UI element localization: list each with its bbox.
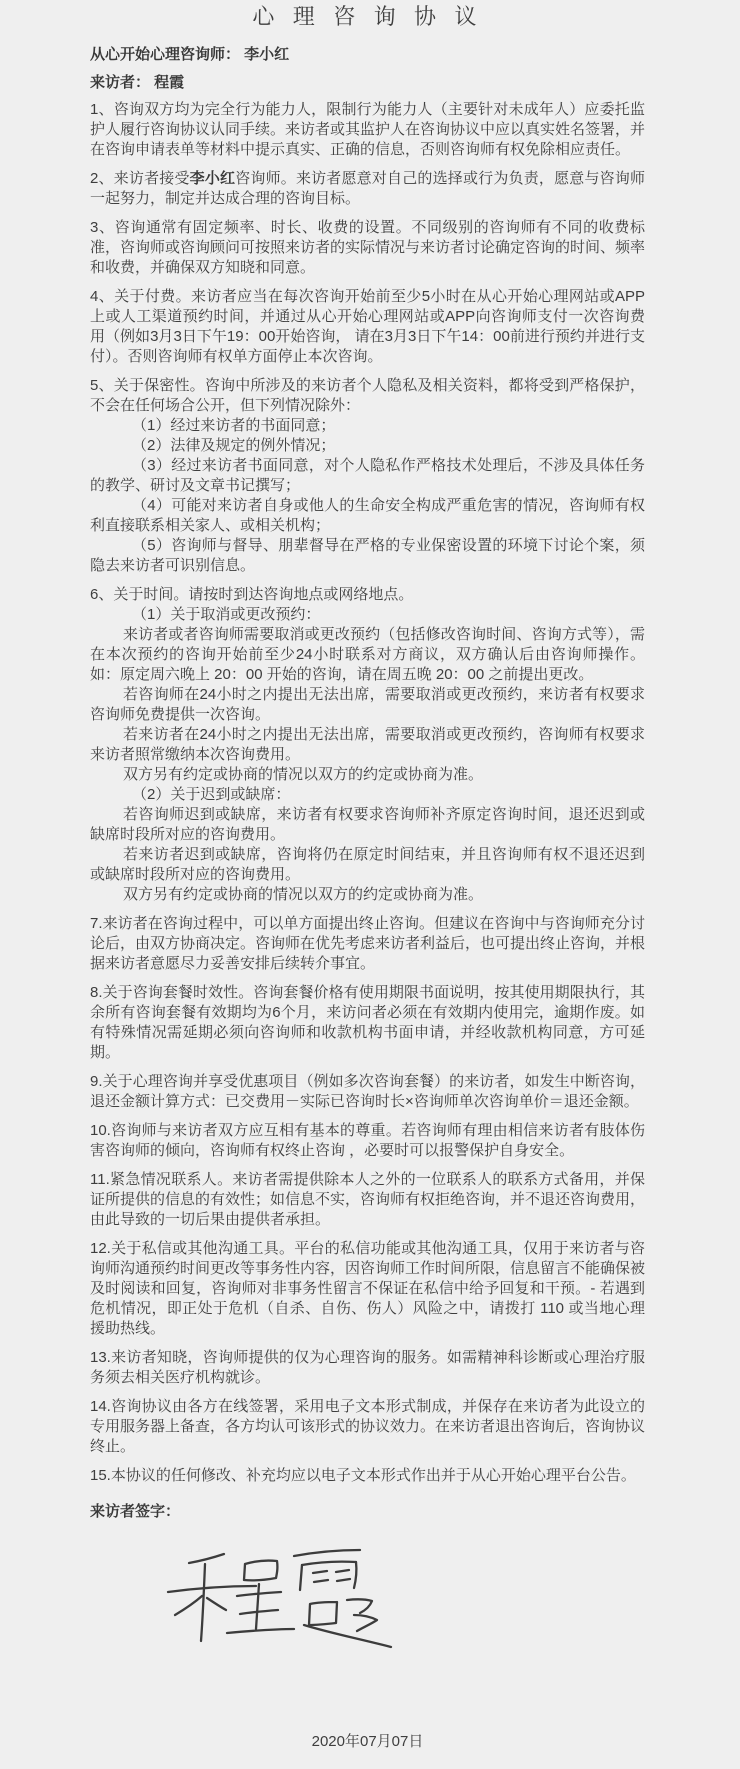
signature-label: 来访者签字： <box>90 1503 181 1520</box>
client-label: 来访者： <box>90 74 155 91</box>
clause-5-item-1: （1）经过来访者的书面同意； <box>132 417 336 434</box>
clause-15: 15.本协议的任何修改、补充均应以电子文本形式作出并于从心开始心理平台公告。 <box>90 1467 636 1484</box>
clause-11: 11.紧急情况联系人。来访者需提供除本人之外的一位联系人的联系方式备用，并保证所提供的信息的有效性；如信息不实，咨询师有权拒绝咨询，并不退还咨询费用，由此导致的一切后果由提供者承担。 <box>90 1171 646 1228</box>
clause-6-main: 6、关于时间。请按时到达咨询地点或网络地点。 <box>90 586 414 603</box>
clause-9: 9.关于心理咨询并享受优惠项目（例如多次咨询套餐）的来访者，如发生中断咨询，退还金额计算方式：已交费用－实际已咨询时长×咨询师单次咨询单价＝退还金额。 <box>90 1073 645 1110</box>
clause-6-item-2-head: （2）关于迟到或缺席： <box>132 786 291 803</box>
clause-2-counselor-name: 李小红 <box>189 170 236 187</box>
clause-5-item-2: （2）法律及规定的例外情况； <box>132 437 336 454</box>
clause-12: 12.关于私信或其他沟通工具。平台的私信功能或其他沟通工具，仅用于来访者与咨询师沟通预约时间更改等事务性内容，因咨询师工作时间所限，信息留言不能确保被及时阅读和回复，咨询师对非事务性留言不保证在私信中给予回复和干预。- 若遇到危机情况，即正处于危机（自杀、自伤、伤人）风险之中，请拨打 110 或当地心理援助热线。 <box>90 1240 646 1337</box>
clause-2-post: 咨询师。来访者愿意对自己的选择或行为负责，愿意与咨询师一起努力，制定并达成合理的咨询目标。 <box>90 170 645 207</box>
client-name: 程霞 <box>154 74 185 91</box>
clause-6-sub-2: 若咨询师在24小时之内提出无法出席，需要取消或更改预约，来访者有权要求咨询师免费提供一次咨询。 <box>90 686 645 723</box>
clause-5-item-5: （5）咨询师与督导、朋辈督导在严格的专业保密设置的环境下讨论个案，须隐去来访者可识别信息。 <box>90 537 645 574</box>
clause-6-sub-7: 双方另有约定或协商的情况以双方的约定或协商为准。 <box>123 886 484 903</box>
clause-2-pre: 2、来访者接受 <box>90 170 190 187</box>
clause-13: 13.来访者知晓，咨询师提供的仅为心理咨询的服务。如需精神科诊断或心理治疗服务须去相关医疗机构就诊。 <box>90 1349 645 1386</box>
clause-4: 4、关于付费。来访者应当在每次咨询开始前至少5小时在从心开始心理网站或APP上或人工渠道预约时间，并通过从心开始心理网站或APP向咨询师支付一次咨询费用（例如3月3日下午19：00开始咨询， 请在3月3日下午14：00前进行预约并进行支付）。否则咨询师有权单方面停止本次咨询。 <box>90 288 645 365</box>
clause-6-sub-5: 若咨询师迟到或缺席，来访者有权要求咨询师补齐原定咨询时间，退还迟到或缺席时段所对应的咨询费用。 <box>90 806 645 843</box>
clause-3: 3、咨询通常有固定频率、时长、收费的设置。不同级别的咨询师有不同的收费标准，咨询师或咨询顾问可按照来访者的实际情况与来访者讨论确定咨询的时间、频率和收费，并确保双方知晓和同意。 <box>90 219 646 276</box>
clause-6-sub-3: 若来访者在24小时之内提出无法出席，需要取消或更改预约，咨询师有权要求来访者照常缴纳本次咨询费用。 <box>90 726 645 763</box>
clause-6-sub-4: 双方另有约定或协商的情况以双方的约定或协商为准。 <box>123 766 484 783</box>
clause-14: 14.咨询协议由各方在线签署，采用电子文本形式制成，并保存在来访者为此设立的专用服务器上备查，各方均认可该形式的协议效力。在来访者退出咨询后，咨询协议终止。 <box>90 1398 646 1455</box>
clause-8: 8.关于咨询套餐时效性。咨询套餐价格有使用期限书面说明，按其使用期限执行，其余所有咨询套餐有效期均为6个月，来访问者必须在有效期内使用完，逾期作废。如有特殊情况需延期必须向咨询师和收款机构书面申请，并经收款机构同意，方可延期。 <box>90 984 645 1061</box>
clause-5 <box>90 376 645 576</box>
clause-6-sub-6: 若来访者迟到或缺席，咨询将仍在原定时间结束，并且咨询师有权不退还迟到或缺席时段所对应的咨询费用。 <box>90 846 645 883</box>
clause-6-sub-1: 来访者或者咨询师需要取消或更改预约（包括修改咨询时间、咨询方式等），需在本次预约的咨询开始前至少24小时联系对方商议，双方确认后由咨询师操作。如：原定周六晚上 20：00 开始的咨询，请在周五晚 20：00 之前提出更改。 <box>90 626 645 683</box>
clause-6 <box>90 585 645 905</box>
clause-5-item-3: （3）经过来访者书面同意，对个人隐私作严格技术处理后，不涉及具体任务的教学、研讨及文章书记撰写； <box>90 457 645 494</box>
signature-handwriting-svg <box>158 1544 398 1662</box>
client-signature <box>158 1544 645 1662</box>
counselor-name: 李小红 <box>244 46 290 63</box>
clause-10: 10.咨询师与来访者双方应互相有基本的尊重。若咨询师有理由相信来访者有肢体伤害咨询师的倾向，咨询师有权终止咨询 ，必要时可以报警保护自身安全。 <box>90 1122 645 1159</box>
page-title: 心 理 咨 询 协 议 <box>252 4 483 29</box>
counselor-label: 从心开始心理咨询师： <box>90 46 245 63</box>
clause-5-main: 5、关于保密性。咨询中所涉及的来访者个人隐私及相关资料，都将受到严格保护，不会在任何场合公开，但下列情况除外： <box>90 377 645 414</box>
counselor-line <box>90 45 645 65</box>
clause-5-item-4: （4）可能对来访者自身或他人的生命安全构成严重危害的情况，咨询师有权利直接联系相关家人、或相关机构； <box>90 497 645 534</box>
signature-date: 2020年07月07日 <box>311 1733 424 1750</box>
client-line <box>90 73 645 93</box>
clause-6-item-1-head: （1）关于取消或更改预约： <box>132 606 321 623</box>
clause-7: 7.来访者在咨询过程中，可以单方面提出终止咨询。但建议在咨询中与咨询师充分讨论后，由双方协商决定。咨询师在优先考虑来访者利益后，也可提出终止咨询，并根据来访者意愿尽力妥善安排后续转介事宜。 <box>90 915 646 972</box>
clause-2 <box>90 169 645 209</box>
clause-1: 1、咨询双方均为完全行为能力人，限制行为能力人（主要针对未成年人）应委托监护人履行咨询协议认同手续。来访者或其监护人在咨询协议中应以真实姓名签署，并在咨询申请表单等材料中提示真实、正确的信息，否则咨询师有权免除相应责任。 <box>90 101 646 158</box>
